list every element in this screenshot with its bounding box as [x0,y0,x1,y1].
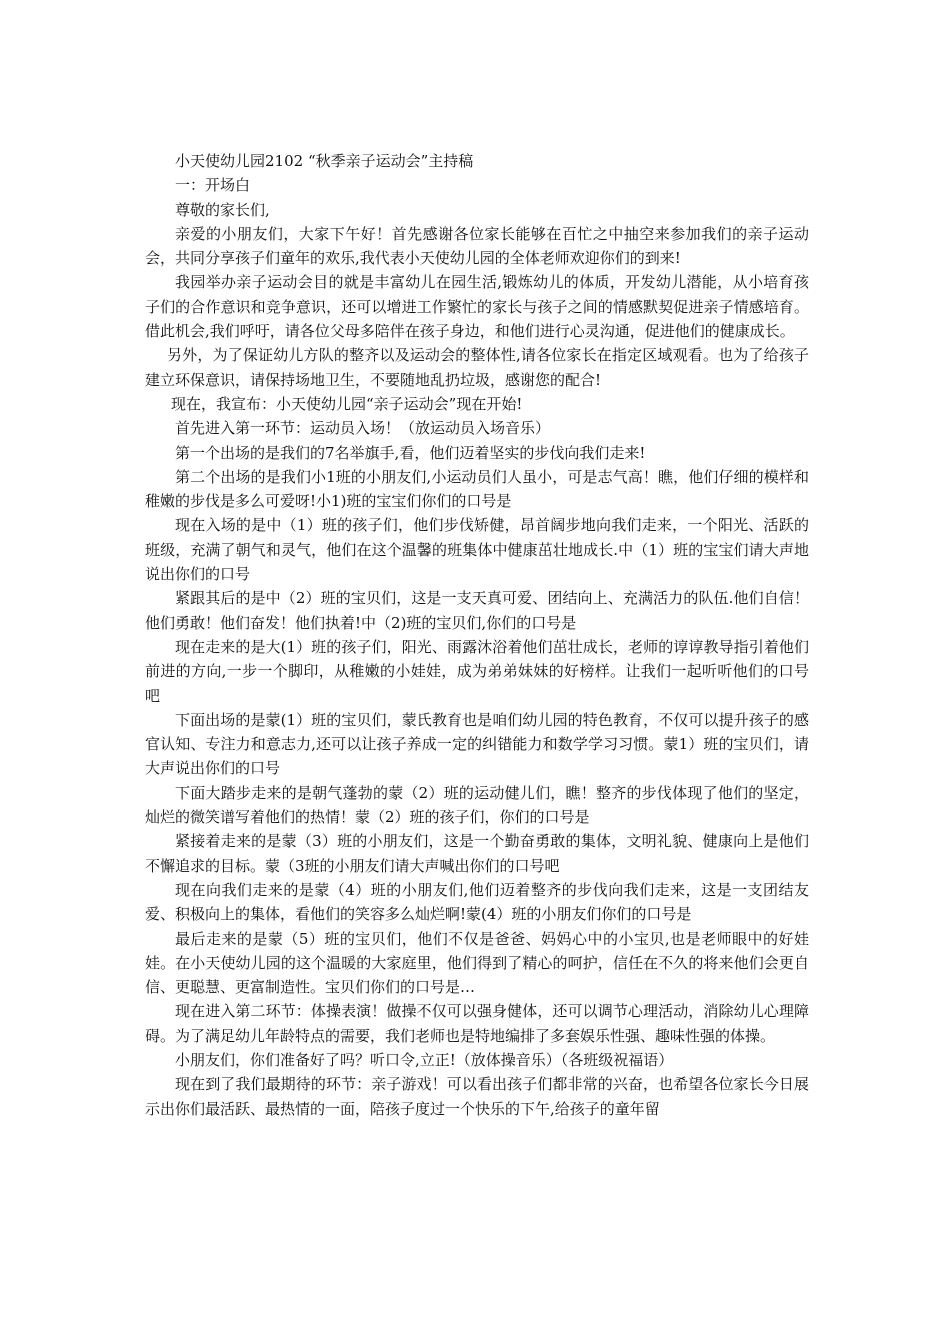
paragraph-second-segment: 现在进入第二环节：体操表演！做操不仅可以强身健体，还可以调节心理活动，消除幼儿心理障碍。为了满足幼儿年龄特点的需要，我们老师也是特地编排了多套娱乐性强、趣味性强的体操。 [145,1002,809,1045]
paragraph-first-segment: 首先进入第一环节：运动员入场！（放运动员入场音乐） [175,419,551,438]
section-heading: 一：开场白 [175,176,251,195]
paragraph-greeting: 尊敬的家长们, [175,200,270,219]
paragraph-class-montessori-4: 现在向我们走来的是蒙（4）班的小朋友们,他们迈着整齐的步伐向我们走来，这是一支团结友爱、积极向上的集体，看他们的笑容多么灿烂啊!蒙(4）班的小朋友们你们的口号是 [145,880,809,924]
document-page [145,149,809,1121]
paragraph-welcome: 亲爱的小朋友们，大家下午好！首先感谢各位家长能够在百忙之中抽空来参加我们的亲子运动会，共同分享孩子们童年的欢乐,我代表小天使幼儿园的全体老师欢迎你们的到来! [145,224,809,268]
paragraph-class-large-1: 现在走来的是大(1）班的孩子们，阳光、雨露沐浴着他们茁壮成长，老师的谆谆教导指引着他们前进的方向,一步一个脚印，从稚嫩的小娃娃，成为弟弟妹妹的好榜样。让我们一起听听他们的口号吧 [145,637,809,705]
paragraph-parent-child-games: 现在到了我们最期待的环节：亲子游戏！可以看出孩子们都非常的兴奋，也希望各位家长今日展示出你们最活跃、最热情的一面，陪孩子度过一个快乐的下午,给孩子的童年留 [145,1075,809,1118]
paragraph-notice: 另外，为了保证幼儿方队的整齐以及运动会的整体性,请各位家长在指定区域观看。也为了给孩子建立环保意识，请保持场地卫生，不要随地乱扔垃圾，感谢您的配合! [145,346,809,389]
paragraph-exercise-start: 小朋友们，你们准备好了吗？听口令,立正!（放体操音乐）（各班级祝福语） [175,1050,674,1069]
paragraph-announcement: 现在，我宣布：小天使幼儿园“亲子运动会”现在开始! [171,394,523,413]
paragraph-class-montessori-3: 紧接着走来的是蒙（3）班的小朋友们，这是一个勤奋勇敢的集体，文明礼貌、健康向上是他们不懈追求的目标。蒙（3班的小朋友们请大声喊出你们的口号吧 [145,832,809,875]
paragraph-class-small-1: 第二个出场的是我们小1班的小朋友们,小运动员们人虽小，可是志气高！瞧，他们仔细的模样和稚嫩的步伐是多么可爱呀!小1)班的宝宝们你们的口号是 [145,467,809,511]
document-title: 小天使幼儿园2102 “秋季亲子运动会”主持稿 [175,152,474,170]
paragraph-flag-bearers: 第一个出场的是我们的7名举旗手,看，他们迈着坚实的步伐向我们走来! [175,443,646,462]
paragraph-class-montessori-5: 最后走来的是蒙（5）班的宝贝们，他们不仅是爸爸、妈妈心中的小宝贝,也是老师眼中的好娃娃。在小天使幼儿园的这个温暖的大家庭里，他们得到了精心的呵护，信任在不久的将来他们会更自信、更聪慧、更富制造性。宝贝们你们的口号是… [145,929,809,997]
paragraph-purpose: 我园举办亲子运动会目的就是丰富幼儿在园生活,锻炼幼儿的体质，开发幼儿潜能，从小培育孩子们的合作意识和竞争意识，还可以增进工作繁忙的家长与孩子之间的情感默契促进亲子情感培育。借此机会,我们呼吁，请各位父母多陪伴在孩子身边，和他们进行心灵沟通，促进他们的健康成长。 [145,273,809,341]
paragraph-class-middle-1: 现在入场的是中（1）班的孩子们，他们步伐矫健，昂首阔步地向我们走来，一个阳光、活跃的班级，充满了朝气和灵气，他们在这个温馨的班集体中健康茁壮地成长.中（1）班的宝宝们请大声地说出你们的口号 [145,516,809,584]
paragraph-class-montessori-2: 下面大踏步走来的是朝气蓬勃的蒙（2）班的运动健儿们，瞧！整齐的步伐体现了他们的坚定，灿烂的微笑谱写着他们的热情！蒙（2）班的孩子们，你们的口号是 [145,783,809,827]
paragraph-class-middle-2: 紧跟其后的是中（2）班的宝贝们，这是一支天真可爱、团结向上、充满活力的队伍.他们自信！他们勇敢！他们奋发！他们执着!中（2)班的宝贝们,你们的口号是 [145,589,809,632]
paragraph-class-montessori-1: 下面出场的是蒙(1）班的宝贝们，蒙氏教育也是咱们幼儿园的特色教育，不仅可以提升孩子的感官认知、专注力和意志力,还可以让孩子养成一定的纠错能力和数学学习习惯。蒙1）班的宝贝们，请大声说出你们的口号 [145,710,809,778]
